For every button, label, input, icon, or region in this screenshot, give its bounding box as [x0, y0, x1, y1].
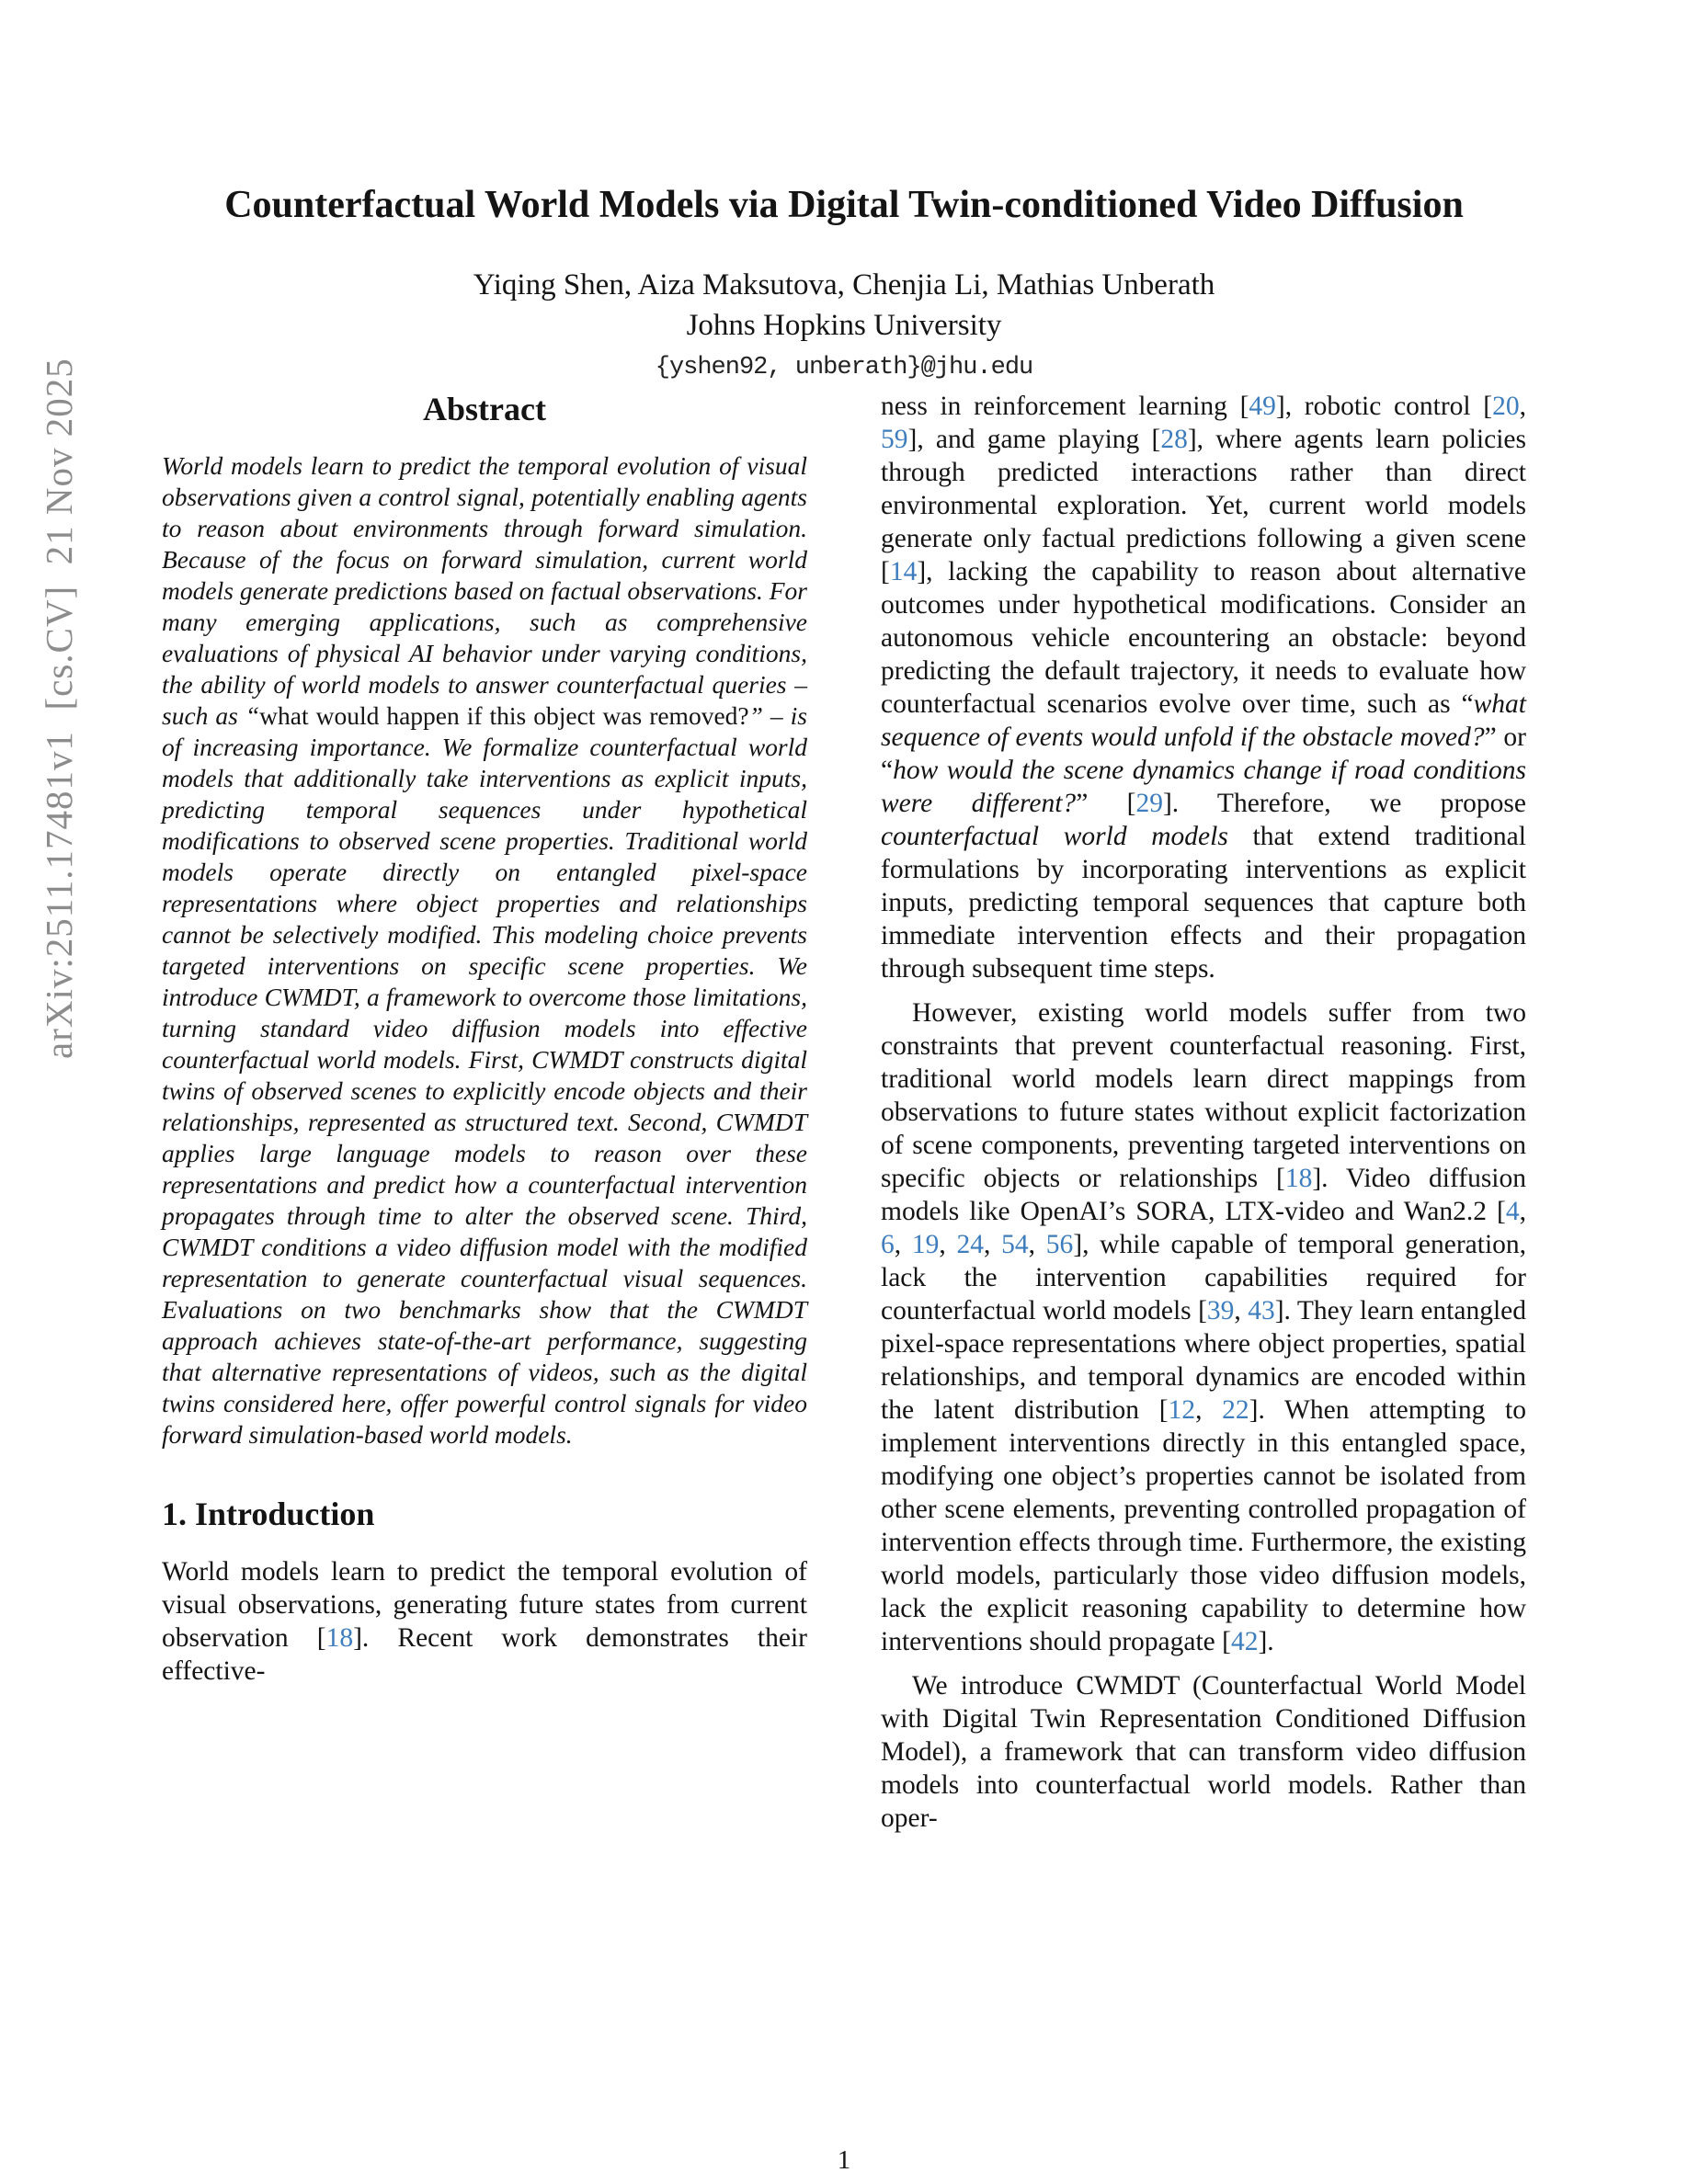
author-emails: {yshen92, unberath}@jhu.edu: [655, 354, 1033, 381]
body-text: ]. When attempting to implement interventions directly in this entangled space, modifying one object’s properties cannot be isolated from other scene elements, preventing controlled propagation of intervention effects through time. Furthermore, the existing world models, particularly those video diffusion models, lack the explicit reasoning capability to determine how interventions should propagate [: [881, 1395, 1527, 1656]
right-paragraph-2: [881, 996, 1526, 1658]
body-text: ,: [894, 1230, 912, 1259]
roman-text: what would happen if this object was removed?: [259, 701, 749, 730]
body-text: World models learn to predict the temporal evolution of visual observations, generating future states from current observation [: [162, 1557, 807, 1653]
body-text: However, existing world models suffer from two constraints that prevent counterfactual reasoning. First, traditional world models learn direct mappings from observations to future states without explicit factorization of scene components, preventing targeted interventions on specific objects or relationships [: [881, 998, 1526, 1193]
abstract-heading: Abstract: [423, 391, 546, 427]
paper-title: Counterfactual World Models via Digital Twin-conditioned Video Diffusion: [224, 184, 1464, 226]
citation-link[interactable]: 19: [911, 1230, 940, 1259]
body-text: ]. Therefore, we propose: [1162, 789, 1527, 818]
body-text: ], where agents learn policies through predicted interactions rather than direct environmental exploration. Yet, current world models generate only factual predictions following a given scene [: [881, 425, 1526, 586]
intro-paragraph-1: [162, 1555, 807, 1688]
citation-link[interactable]: 29: [1135, 789, 1163, 818]
body-text: ], while capable of temporal generation, lack the intervention capabilities required for counterfactual world models [: [881, 1230, 1527, 1325]
body-text: ], and game playing [: [907, 425, 1161, 454]
body-text: ,: [939, 1230, 957, 1259]
citation-link[interactable]: 4: [1505, 1197, 1520, 1226]
left-column: [162, 390, 807, 1835]
citation-link[interactable]: 18: [325, 1623, 354, 1653]
citation-link[interactable]: 12: [1168, 1395, 1196, 1425]
citation-link[interactable]: 39: [1206, 1296, 1235, 1325]
body-text: ]. They learn entangled pixel-space representations where object properties, spatial relationships, and temporal dynamics are encoded within the latent distribution [: [881, 1296, 1526, 1425]
section-heading-introduction: 1. Introduction: [162, 1496, 375, 1532]
body-text: ,: [1195, 1395, 1223, 1425]
title-block: [0, 182, 1688, 382]
body-text: ” [: [1076, 789, 1136, 818]
right-paragraph-3: [881, 1669, 1526, 1835]
body-text: ,: [984, 1230, 1002, 1259]
emphasis-text: counterfactual world models: [881, 822, 1228, 851]
citation-link[interactable]: 49: [1249, 392, 1276, 421]
arxiv-watermark: arXiv:2511.17481v1 [cs.CV] 21 Nov 2025: [38, 358, 80, 1059]
body-text: ,: [1028, 1230, 1046, 1259]
two-column-body: [162, 390, 1526, 1835]
body-text: ,: [1234, 1296, 1249, 1325]
affiliation: Johns Hopkins University: [686, 309, 1002, 342]
citation-link[interactable]: 18: [1284, 1164, 1313, 1193]
body-text: ], robotic control [: [1275, 392, 1493, 421]
page-number: 1: [837, 2145, 851, 2175]
abstract-paragraph: [162, 450, 807, 1450]
body-text: We introduce CWMDT (Counterfactual World Model with Digital Twin Representation Conditioned Diffusion Model), a framework that can transform video diffusion models into counterfactual world models. Rather than oper-: [881, 1671, 1526, 1833]
body-text: ], lacking the capability to reason about alternative outcomes under hypothetical modifications. Consider an autonomous vehicle encountering an obstacle: beyond predicting the default trajectory, it needs to evaluate how counterfactual scenarios evolve over time, such as “: [881, 557, 1526, 719]
body-text: ].: [1258, 1627, 1274, 1656]
citation-link[interactable]: 42: [1230, 1627, 1259, 1656]
citation-link[interactable]: 14: [889, 557, 918, 586]
citation-link[interactable]: 43: [1248, 1296, 1275, 1325]
citation-link[interactable]: 28: [1160, 425, 1188, 454]
authors-line: Yiqing Shen, Aiza Maksutova, Chenjia Li, Mathias Unberath: [473, 268, 1215, 301]
body-text: ]. Video diffusion models like OpenAI’s SORA, LTX-video and Wan2.2 [: [881, 1164, 1526, 1226]
right-paragraph-1: [881, 390, 1526, 985]
citation-link[interactable]: 59: [881, 425, 908, 454]
emphasis-text: what sequence of events would unfold if the obstacle moved?: [881, 689, 1526, 752]
body-text: ,: [1519, 1197, 1526, 1226]
citation-link[interactable]: 22: [1222, 1395, 1249, 1425]
body-text: ” – is of increasing importance. We formalize counterfactual world models that additionally take interventions as explicit inputs, predicting temporal sequences under hypothetical modifications to observed scene properties. Traditional world models operate directly on entangled pixel-space representations where object properties and relationships cannot be selectively modified. This modeling choice prevents targeted interventions on specific scene properties. We introduce CWMDT, a framework to overcome those limitations, turning standard video diffusion models into effective counterfactual world models. First, CWMDT constructs digital twins of observed scenes to explicitly encode objects and their relationships, represented as structured text. Second, CWMDT applies large language models to reason over these representations and predict how a counterfactual intervention propagates through time to alter the observed scene. Third, CWMDT conditions a video diffusion model with the modified representation to generate counterfactual visual sequences. Evaluations on two benchmarks show that the CWMDT approach achieves state-of-the-art performance, suggesting that alternative representations of videos, such as the digital twins considered here, offer powerful control signals for video forward simulation-based world models.: [162, 701, 807, 1449]
body-text: ,: [1519, 392, 1526, 421]
body-text: ” or “: [881, 722, 1526, 785]
body-text: World models learn to predict the temporal evolution of visual observations given a control signal, potentially enabling agents to reason about environments through forward simulation. Because of the focus on forward simulation, current world models generate predictions based on factual observations. For many emerging applications, such as comprehensive evaluations of physical AI behavior under varying conditions, the ability of world models to answer counterfactual queries – such as “: [162, 451, 807, 730]
citation-link[interactable]: 54: [1001, 1230, 1029, 1259]
citation-link[interactable]: 24: [956, 1230, 984, 1259]
body-text: ness in reinforcement learning [: [881, 392, 1249, 421]
body-text: ]. Recent work demonstrates their effective-: [162, 1623, 807, 1686]
citation-link[interactable]: 6: [881, 1230, 895, 1259]
emphasis-text: how would the scene dynamics change if road conditions were different?: [881, 756, 1526, 818]
citation-link[interactable]: 56: [1045, 1230, 1074, 1259]
citation-link[interactable]: 20: [1492, 392, 1520, 421]
right-column: [881, 390, 1526, 1835]
body-text: that extend traditional formulations by incorporating interventions as explicit inputs, predicting temporal sequences that capture both immediate intervention effects and their propagation through subsequent time steps.: [881, 822, 1526, 984]
